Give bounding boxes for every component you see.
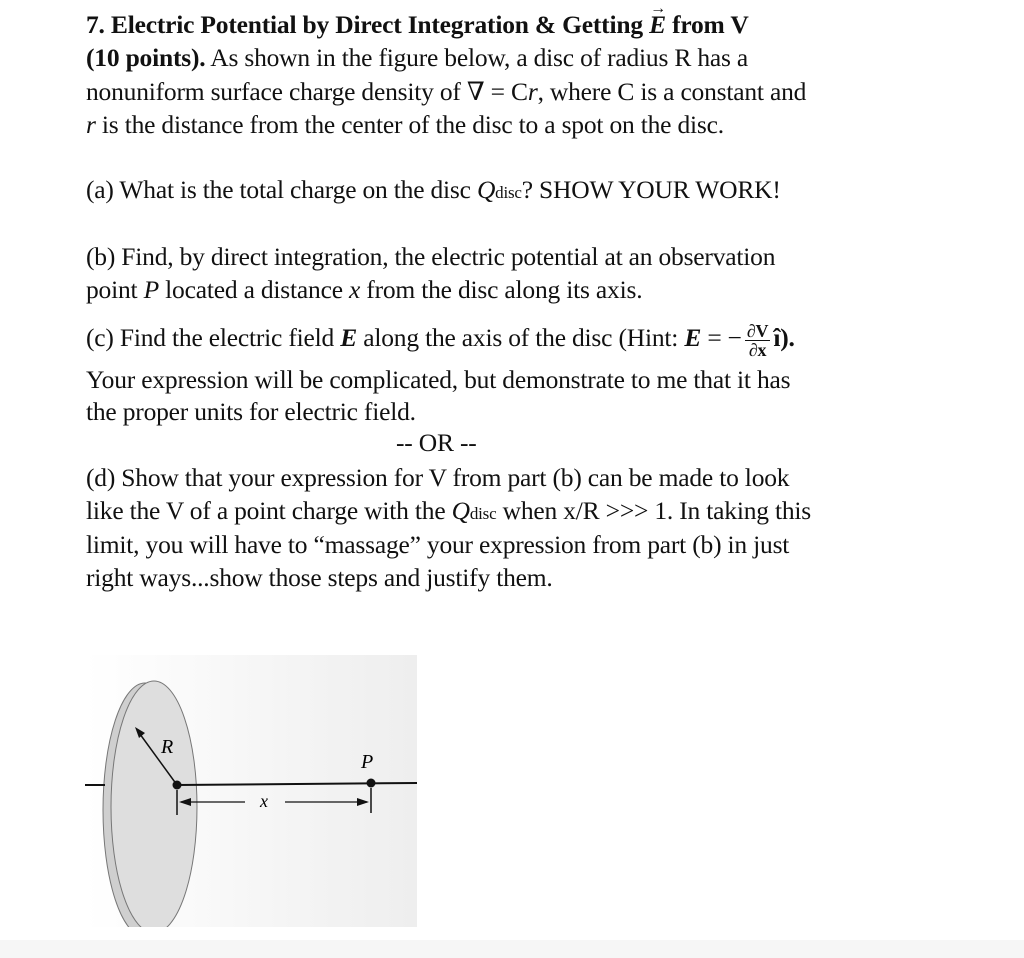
label-r: R bbox=[161, 736, 174, 758]
title-line bbox=[86, 10, 749, 40]
partial-derivative-fraction bbox=[745, 322, 771, 359]
part-a-text: (a) What is the total charge on the disc bbox=[86, 175, 477, 204]
intro-r: r bbox=[527, 77, 538, 106]
part-d-line-1: (d) Show that your expression for V from part (b) can be made to look bbox=[86, 463, 790, 492]
q-subscript-d: disc bbox=[469, 504, 497, 523]
point-p-dot bbox=[367, 779, 376, 788]
e-symbol: E bbox=[340, 323, 358, 352]
intro-text-1: As shown in the figure below, a disc of radius R has a bbox=[210, 43, 749, 72]
x-symbol: x bbox=[349, 275, 361, 304]
part-d-line-4: right ways...show those steps and justify them. bbox=[86, 563, 553, 592]
intro-text-2b: , where C is a constant and bbox=[537, 77, 807, 106]
disc-center-dot bbox=[173, 781, 182, 790]
points-label: (10 points). bbox=[86, 43, 206, 72]
q-symbol-d: Q bbox=[451, 496, 470, 525]
part-c-line-1 bbox=[86, 320, 795, 359]
part-a-text-2: ? SHOW YOUR WORK! bbox=[521, 175, 781, 204]
intro-line-3 bbox=[86, 110, 724, 140]
part-d-line-2 bbox=[86, 496, 811, 529]
label-p: P bbox=[361, 751, 374, 773]
numerator: ∂V bbox=[746, 320, 769, 341]
p-symbol: P bbox=[143, 275, 159, 304]
intro-text-3: is the distance from the center of the disc to a spot on the disc. bbox=[95, 110, 724, 139]
part-c-line-2: Your expression will be complicated, but demonstrate to me that it has bbox=[86, 365, 791, 394]
title-end: from V bbox=[672, 10, 749, 39]
e-symbol-hint: E bbox=[684, 323, 702, 352]
part-b-text-c: from the disc along its axis. bbox=[360, 275, 643, 304]
intro-line-2 bbox=[86, 77, 806, 107]
q-subscript: disc bbox=[495, 183, 522, 202]
denominator: ∂x bbox=[748, 339, 767, 360]
part-d-text-b: when x/R >>> 1. In taking this bbox=[496, 496, 812, 525]
part-b-text-b: located a distance bbox=[159, 275, 349, 304]
title-text: 7. Electric Potential by Direct Integration & Getting bbox=[86, 10, 643, 39]
part-c-line-3: the proper units for electric field. bbox=[86, 397, 416, 426]
intro-line-1 bbox=[86, 43, 748, 73]
part-b-line-1: (b) Find, by direct integration, the electric potential at an observation bbox=[86, 242, 776, 271]
part-c-text: (c) Find the electric field bbox=[86, 323, 341, 352]
unit-vector: î). bbox=[773, 323, 795, 352]
disc-figure bbox=[85, 655, 417, 927]
q-symbol: Q bbox=[476, 175, 496, 204]
part-a-line bbox=[86, 175, 781, 208]
part-b-text-a: point bbox=[86, 275, 144, 304]
equals-minus: = − bbox=[701, 323, 742, 352]
or-separator: -- OR -- bbox=[396, 428, 477, 457]
e-vector: → E bbox=[649, 10, 666, 40]
page-footer-strip bbox=[0, 940, 1024, 958]
disc-face bbox=[111, 681, 197, 927]
part-b-line-2 bbox=[86, 275, 642, 305]
intro-text-2a: nonuniform surface charge density of ∇ = C bbox=[86, 77, 528, 106]
part-d-line-3: limit, you will have to “massage” your expression from part (b) in just bbox=[86, 530, 790, 559]
part-c-text-2: along the axis of the disc (Hint: bbox=[357, 323, 685, 352]
intro-r2: r bbox=[86, 110, 96, 139]
part-d-text-a: like the V of a point charge with the bbox=[86, 496, 452, 525]
label-x: x bbox=[260, 791, 268, 811]
